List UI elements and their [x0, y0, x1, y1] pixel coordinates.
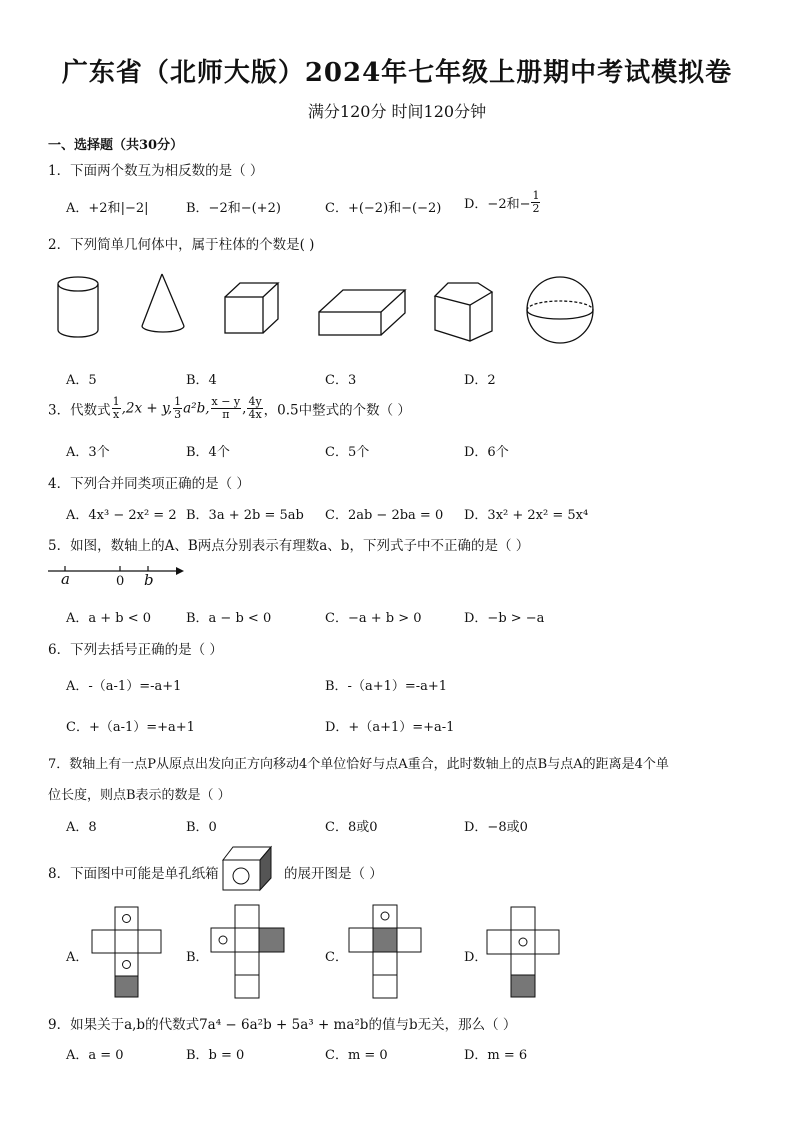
q3-option-b: B．4个: [186, 445, 230, 460]
q2-option-a: A．5: [66, 373, 97, 388]
axis-label-a: a: [61, 570, 70, 588]
q8-option-a: A．: [66, 950, 89, 965]
q9-option-c: C．m = 0: [325, 1048, 388, 1063]
q7-option-c: C．8或0: [325, 820, 378, 835]
box-icon: [223, 847, 271, 890]
q3-option-a: A．3个: [66, 445, 110, 460]
q2-option-c: C．3: [325, 373, 357, 388]
q8-option-b: B．: [186, 950, 209, 965]
question-5-stem: 5．如图，数轴上的A、B两点分别表示有理数a、b，下列式子中不正确的是（ ）: [48, 538, 530, 554]
q5-option-b: B．a − b < 0: [186, 611, 272, 626]
q6-option-b: B．-（a+1）=-a+1: [325, 679, 448, 694]
q2-option-b: B．4: [186, 373, 217, 388]
q1-option-b: B．−2和−(+2): [186, 201, 281, 216]
question-9-stem: 9．如果关于a,b的代数式7a⁴ − 6a²b + 5a³ + ma²b的值与b无关，那么（ ）: [48, 1017, 517, 1033]
q4-option-d: D．3x² + 2x² = 5x⁴: [464, 508, 589, 523]
q2-option-d: D．2: [464, 373, 496, 388]
q9-option-d: D．m = 6: [464, 1048, 528, 1063]
q1-option-c: C．+(−2)和−(−2): [325, 201, 442, 216]
q6-option-d: D．+（a+1）=+a-1: [325, 720, 455, 735]
q5-option-d: D．−b > −a: [464, 611, 545, 626]
page-subtitle: 满分120分 时间120分钟: [307, 102, 487, 121]
q7-option-b: B．0: [186, 820, 217, 835]
net-d: [487, 907, 559, 997]
question-7-stem-cont: 位长度，则点B表示的数是（ ）: [48, 788, 231, 803]
q3-option-c: C．5个: [325, 445, 370, 460]
q6-option-a: A．-（a-1）=-a+1: [66, 679, 182, 694]
q3-option-d: D．6个: [464, 445, 509, 460]
section-heading: 一、选择题（共30分）: [48, 138, 184, 153]
q7-option-d: D．−8或0: [464, 820, 528, 835]
q4-option-a: A．4x³ − 2x² = 2: [66, 508, 177, 523]
question-8-stem-post: 的展开图是（ ）: [284, 866, 383, 882]
q1-option-d: D．−2和− $\frac{1}{2}$: [464, 189, 540, 215]
question-4-stem: 4．下列合并同类项正确的是（ ）: [48, 476, 250, 492]
q8-option-d: D．: [464, 950, 488, 965]
q8-option-c: C．: [325, 950, 348, 965]
q7-option-a: A．8: [66, 820, 97, 835]
axis-label-b: b: [144, 571, 154, 589]
q4-option-c: C．2ab − 2ba = 0: [325, 508, 444, 523]
q5-option-c: C．−a + b > 0: [325, 611, 422, 626]
question-2-stem: 2．下列简单几何体中，属于柱体的个数是( ): [48, 237, 315, 253]
axis-label-zero: 0: [116, 574, 125, 589]
q1-option-a: A．+2和|−2|: [66, 201, 149, 216]
q5-option-a: A．a + b < 0: [66, 611, 152, 626]
question-8-stem-pre: 8．下面图中可能是单孔纸箱: [48, 866, 219, 882]
q4-option-b: B．3a + 2b = 5ab: [186, 508, 304, 523]
question-1-stem: 1．下面两个数互为相反数的是（ ）: [48, 163, 264, 179]
net-a: [92, 907, 161, 997]
q9-option-a: A．a = 0: [66, 1048, 124, 1063]
q6-option-c: C．+（a-1）=+a+1: [66, 720, 195, 735]
question-6-stem: 6．下列去括号正确的是（ ）: [48, 642, 223, 658]
net-b: [211, 905, 284, 998]
question-7-stem: 7．数轴上有一点P从原点出发向正方向移动4个单位恰好与点A重合，此时数轴上的点B与点A的距离是4个单: [48, 757, 669, 772]
page-title: 广东省（北师大版）2024年七年级上册期中考试模拟卷: [61, 58, 733, 88]
q9-option-b: B．b = 0: [186, 1048, 245, 1063]
question-3-stem: 3．代数式 $\frac{1}{x}$ ,2x + y, $\frac{1}{3}$ a²b, $\frac{x - y}{\pi}$ , $\frac{4y}{4x}$ ，0.5中整式的个数（ ）: [48, 395, 411, 421]
net-c: [349, 905, 421, 998]
